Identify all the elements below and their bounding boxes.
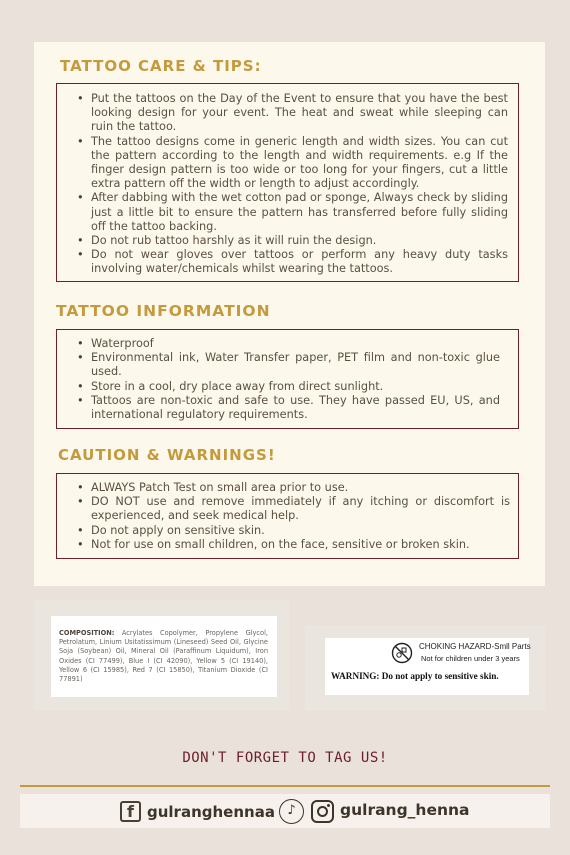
- care-item: • Put the tattoos on the Day of the Event to ensure that you have the best looking design for your event. The heat and sweat while sleeping can ruin the tattoo.: [73, 92, 508, 135]
- choking-hazard-title: CHOKING HAZARD-Smll Parts: [419, 642, 531, 651]
- care-item: • Do not rub tattoo harshly as it will ruin the design.: [73, 234, 508, 248]
- info-item: • Environmental ink, Water Transfer paper, PET film and non-toxic glue used.: [73, 351, 500, 379]
- caution-list: [73, 481, 510, 552]
- tattoo-info-box: [56, 329, 519, 429]
- instagram-icon[interactable]: [311, 800, 334, 823]
- no-small-parts-icon: [391, 642, 413, 664]
- care-item: • The tattoo designs come in generic length and width sizes. You can cut the pattern according to the length and width requirements. e.g If the finger design pattern is too wide or too long for your fingers, cut a little extra pattern off the width or length to adjust accordingly.: [73, 135, 508, 192]
- facebook-handle[interactable]: gulranghennaa: [147, 803, 275, 821]
- tiktok-icon[interactable]: ♪: [279, 799, 304, 824]
- caution-item: • Not for use on small children, on the face, sensitive or broken skin.: [73, 538, 510, 552]
- caution-box: [56, 473, 519, 559]
- caution-item: • Do not apply on sensitive skin.: [73, 524, 510, 538]
- facebook-icon[interactable]: [120, 801, 141, 822]
- choking-hazard-subtitle: Not for children under 3 years: [421, 654, 520, 663]
- sensitive-skin-warning: WARNING: Do not apply to sensitive skin.: [331, 671, 499, 681]
- tag-us-tagline: DON'T FORGET TO TAG US!: [182, 750, 388, 766]
- info-list: [73, 337, 500, 422]
- caution-heading: CAUTION & WARNINGS!: [58, 446, 276, 464]
- facebook-glyph: f: [127, 802, 134, 821]
- care-tips-box: [56, 83, 519, 282]
- care-item: • Do not wear gloves over tattoos or perform any heavy duty tasks involving water/chemicals whilst wearing the tattoos.: [73, 248, 508, 276]
- info-item: • Store in a cool, dry place away from direct sunlight.: [73, 380, 500, 394]
- footer-divider: [20, 785, 550, 787]
- caution-item: • ALWAYS Patch Test on small area prior to use.: [73, 481, 510, 495]
- instagram-handle[interactable]: gulrang_henna: [340, 801, 470, 819]
- care-list: [73, 92, 508, 277]
- care-heading: TATTOO CARE & TIPS:: [60, 57, 262, 75]
- info-item: • Tattoos are non-toxic and safe to use. They have passed EU, US, and international regulatory requirements.: [73, 394, 500, 422]
- info-item: • Waterproof: [73, 337, 500, 351]
- composition-text: Acrylates Copolymer, Propylene Glycol, Petrolatum, Linium Usitatissimum (Lineseed) Seed Oil, Glycine Soja (Soybean) Oil, Mineral Oil (Paraffinum Liquidum), Iron Oxides (CI 77499), Blue I (CI 42090), Yellow 5 (CI 19140), Yellow 6 (CI 15985), Red 7 (CI 15850), Titanium Dioxide (CI 77891): [59, 629, 268, 684]
- caution-item: • DO NOT use and remove immediately if any itching or discomfort is experienced, and seek medical help.: [73, 495, 510, 523]
- info-heading: TATTOO INFORMATION: [56, 302, 271, 320]
- composition-title: COMPOSITION:: [59, 629, 115, 637]
- composition-label: [51, 616, 277, 697]
- care-item: • After dabbing with the wet cotton pad or sponge, Always check by sliding just a little bit to ensure the pattern has transferred before fully sliding off the tattoo backing.: [73, 191, 508, 234]
